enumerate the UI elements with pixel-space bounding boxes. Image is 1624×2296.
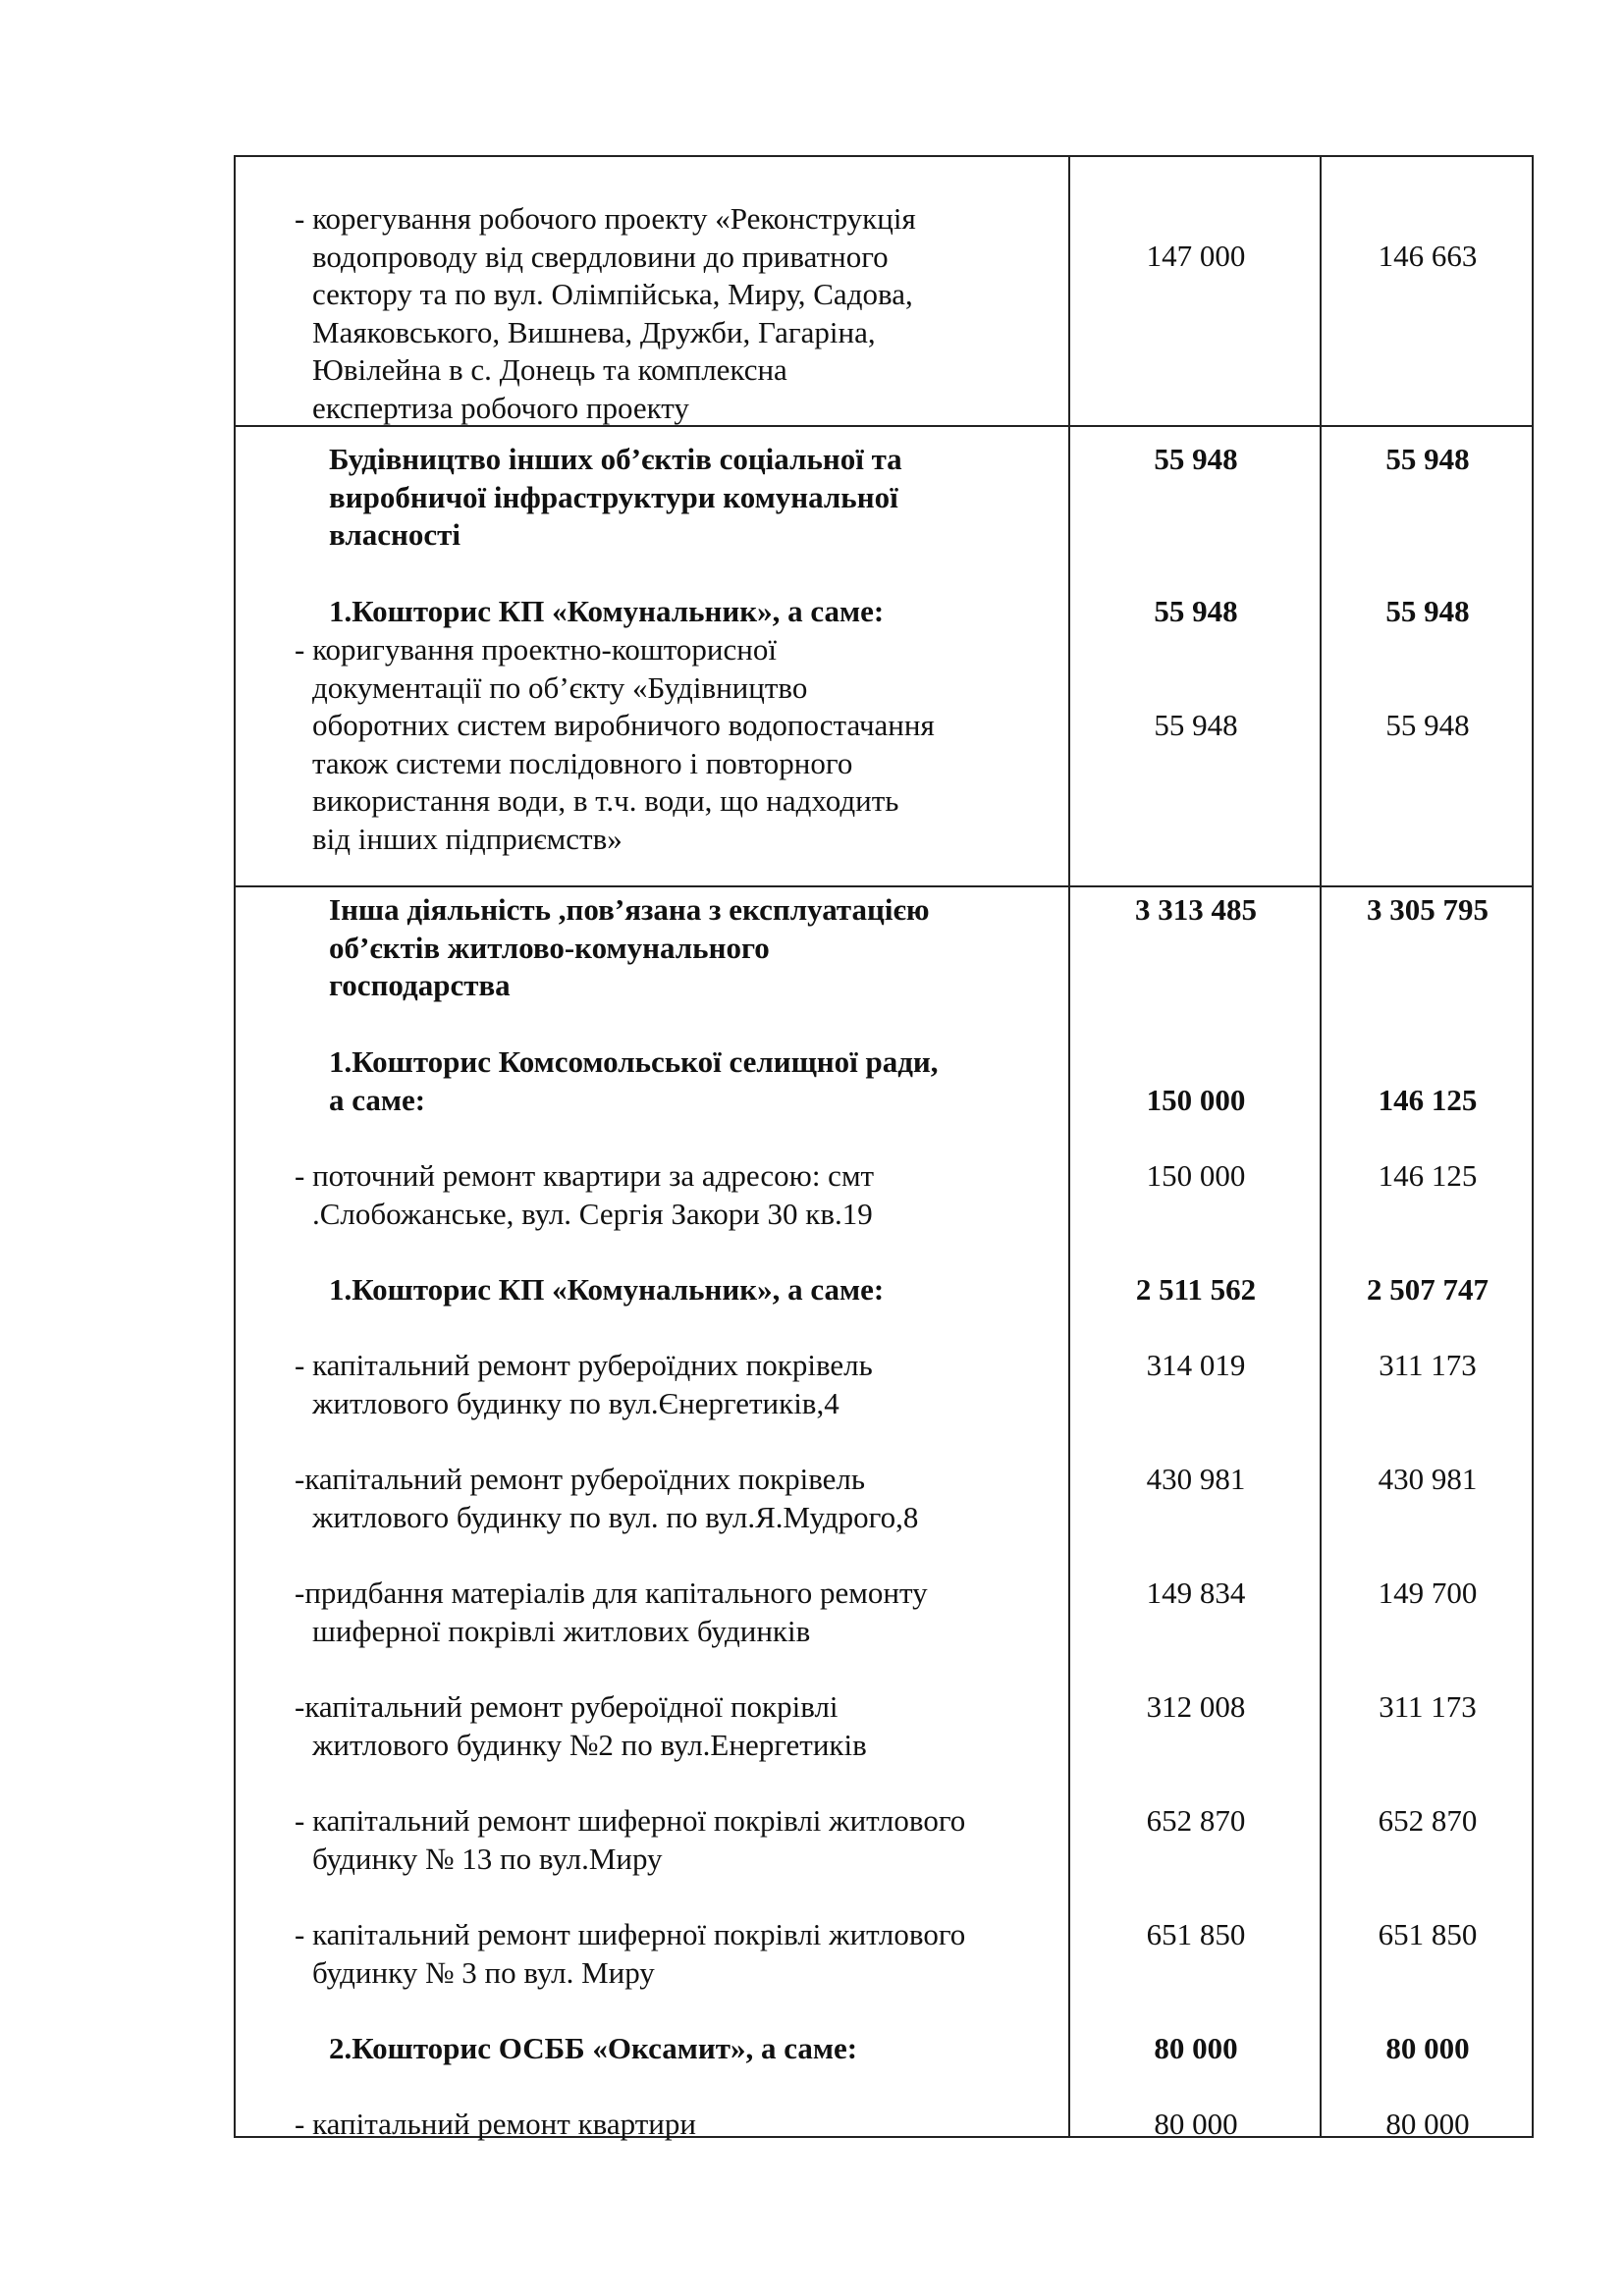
row2-item-line-3: оборотних систем виробничого водопостачання [312,708,935,742]
row1-description-cell [235,156,1069,426]
row1-line-6: експертиза робочого проекту [312,390,689,425]
row2-heading-planned: 55 948 [1154,442,1238,476]
row3-sub1-line-2: а саме: [329,1082,426,1117]
row1-line-5: Ювілейна в с. Донець та комплексна [312,352,787,387]
row3-item5-actual: 652 870 [1378,1803,1478,1838]
row3-item6-actual: 651 850 [1378,1917,1478,1951]
row3-sub1-actual: 146 125 [1378,1082,1478,1117]
row3-sub2-planned: 2 511 562 [1135,1272,1257,1307]
row3-item1-actual: 311 173 [1379,1348,1477,1382]
row3-item2-line-2: житлового будинку по вул. по вул.Я.Мудрого,8 [312,1499,919,1534]
row3-sub2: 1.Кошторис КП «Комунальник», а саме: [329,1272,885,1307]
row3-sub1-item-line-2: .Слобожанське, вул. Сергія Закори 30 кв.19 [312,1196,873,1231]
row3-sub3-item-actual: 80 000 [1385,2107,1470,2141]
row3-item4-line-2: житлового будинку №2 по вул.Енергетиків [312,1727,867,1762]
row2-item-planned: 55 948 [1154,708,1238,742]
row2-actual-cell [1321,426,1533,886]
row1-planned-cell [1069,156,1321,426]
row2-heading-line-2: виробничої інфраструктури комунальної [329,479,898,514]
row3-item5-line-1: - капітальний ремонт шиферної покрівлі житлового [295,1803,966,1838]
row3-item4-actual: 311 173 [1379,1689,1477,1724]
row2-subheading: 1.Кошторис КП «Комунальник», а саме: [329,594,885,628]
row2-item-line-4: також системи послідовного і повторного [312,745,853,780]
row3-actual-cell [1321,886,1533,2141]
row3-sub1-item-line-1: - поточний ремонт квартири за адресою: смт [295,1158,875,1193]
row1-line-3: сектору та по вул. Олімпійська, Миру, Садова, [312,277,913,311]
row3-item3-actual: 149 700 [1378,1575,1478,1610]
row2-subheading-actual: 55 948 [1385,594,1470,628]
row1-line-1: - корегування робочого проекту «Реконструкція [295,201,916,236]
row3-planned-cell [1069,886,1321,2141]
row1-actual-amount: 146 663 [1378,239,1478,273]
row3-sub3-planned: 80 000 [1154,2031,1238,2065]
row2-description-cell [235,426,1069,886]
row2-item-line-1: - коригування проектно-кошторисної [295,632,777,667]
row3-description-cell [235,886,1069,2141]
table-row [235,426,1533,886]
row3-sub2-actual: 2 507 747 [1367,1272,1489,1307]
row3-item5-line-2: будинку № 13 по вул.Миру [312,1841,663,1876]
row3-sub1-planned: 150 000 [1146,1082,1246,1117]
row3-item2-planned: 430 981 [1146,1462,1246,1496]
row1-planned-amount: 147 000 [1146,239,1246,273]
row3-heading-line-3: господарства [329,968,511,1002]
table-row [235,156,1533,426]
row3-item3-line-2: шиферної покрівлі житлових будинків [312,1613,811,1648]
row3-item1-line-2: житлового будинку по вул.Єнергетиків,4 [312,1385,839,1420]
row2-heading-actual: 55 948 [1385,442,1470,476]
row3-sub3: 2.Кошторис ОСББ «Оксамит», а саме: [329,2031,858,2065]
row2-planned-cell [1069,426,1321,886]
row3-sub1-item-actual: 146 125 [1378,1158,1478,1193]
row3-sub3-actual: 80 000 [1385,2031,1470,2065]
row3-item5-planned: 652 870 [1146,1803,1246,1838]
row3-item1-planned: 314 019 [1146,1348,1246,1382]
row3-sub1-line-1: 1.Кошторис Комсомольської селищної ради, [329,1044,939,1079]
row2-item-line-2: документації по об’єкту «Будівництво [312,669,808,705]
row3-heading-actual: 3 305 795 [1367,892,1489,927]
row2-item-line-6: від інших підприємств» [312,821,623,856]
row3-sub3-item-line-1: - капітальний ремонт квартири [295,2107,696,2141]
row3-item6-planned: 651 850 [1146,1917,1246,1951]
row2-item-actual: 55 948 [1385,708,1470,742]
row2-item-line-5: використання води, в т.ч. води, що надходить [312,783,899,818]
row1-actual-cell [1321,156,1533,426]
row3-heading-line-2: об’єктів житлово-комунального [329,930,770,965]
row2-heading-line-1: Будівництво інших об’єктів соціальної та [329,442,902,476]
row1-line-4: Маяковського, Вишнева, Дружби, Гагаріна, [312,314,876,349]
row3-sub1-item-planned: 150 000 [1146,1158,1246,1193]
row3-item4-planned: 312 008 [1146,1689,1246,1724]
row3-item6-line-2: будинку № 3 по вул. Миру [312,1954,655,1990]
row3-item4-line-1: -капітальний ремонт руберoїдної покрівлі [295,1689,839,1724]
row2-subheading-planned: 55 948 [1154,594,1238,628]
table-row [235,886,1533,2137]
row3-heading-line-1: Інша діяльність ,пов’язана з експлуатацією [329,892,930,927]
row3-item2-line-1: -капітальний ремонт руберoїдних покрівель [295,1462,866,1496]
row3-item6-line-1: - капітальний ремонт шиферної покрівлі житлового [295,1917,966,1951]
row3-sub3-item-planned: 80 000 [1154,2107,1238,2141]
row3-item3-planned: 149 834 [1146,1575,1246,1610]
row3-heading-planned: 3 313 485 [1135,892,1257,927]
row2-heading-line-3: власності [329,517,460,552]
row3-item3-line-1: -придбання матеріалів для капітального ремонту [295,1575,928,1610]
budget-table [234,155,1534,2141]
row3-item2-actual: 430 981 [1378,1462,1478,1496]
row3-item1-line-1: - капітальний ремонт руберoїдних покрівель [295,1348,873,1382]
row1-line-2: водопроводу від свердловини до приватного [312,239,889,274]
